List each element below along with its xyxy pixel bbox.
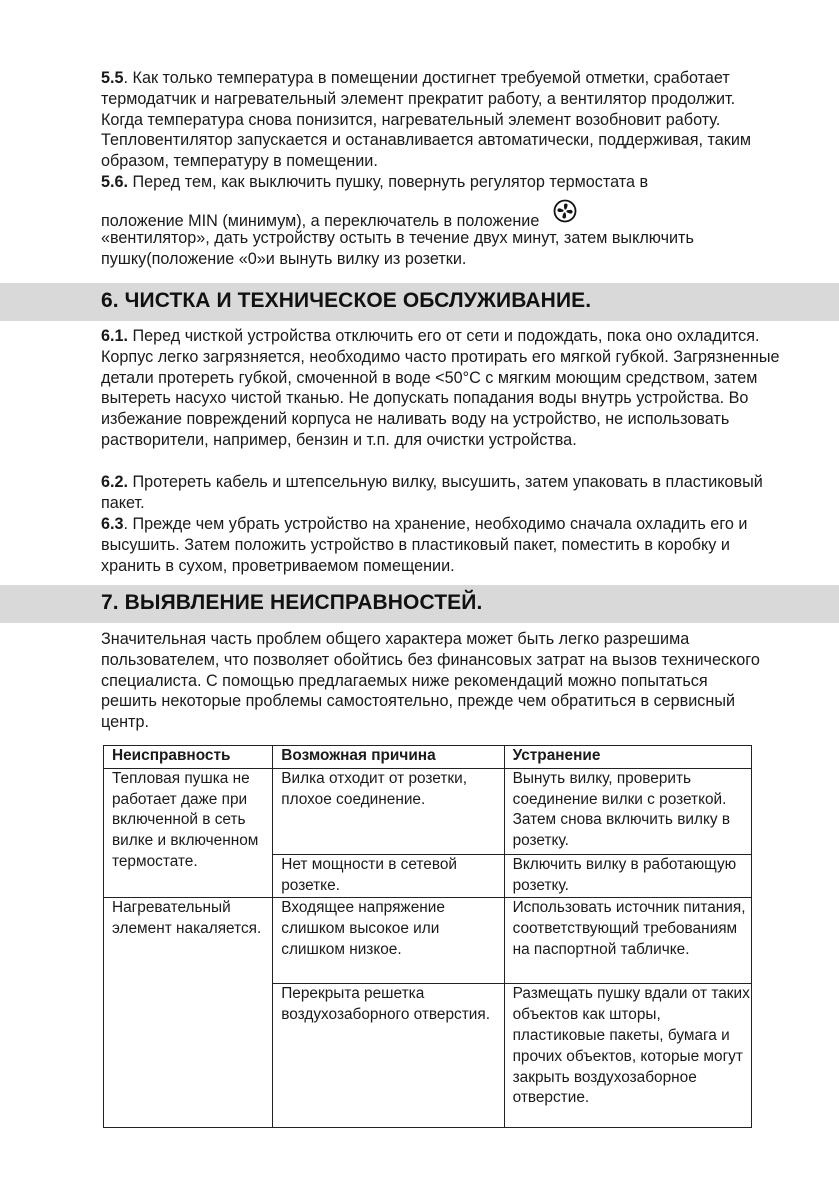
- paragraph-5-6-tail: [101, 228, 781, 270]
- cause-cell: Вилка отходит от розетки, плохое соединение.: [273, 768, 504, 854]
- fault-cell: Тепловая пушка не работает даже при включенной в сеть вилке и включенном термостате.: [104, 768, 273, 898]
- clause-text: «вентилятор», дать устройству остыть в течение двух минут, затем выключить пушку(положение «0»и вынуть вилку из розетки.: [101, 229, 694, 268]
- section-6-header: [0, 283, 839, 321]
- clause-text: положение MIN (минимум), а переключатель в положение: [101, 212, 540, 231]
- fix-cell: Вынуть вилку, проверить соединение вилки с розеткой. Затем снова включить вилку в розетку.: [504, 768, 751, 854]
- fix-cell: Включить вилку в работающую розетку.: [504, 854, 751, 898]
- clause-text: Перед чисткой устройства отключить его от сети и подождать, пока оно охладится. Корпус легко загрязняется, необходимо часто протирать его мягкой губкой. Загрязненные детали протереть губкой, смоченной в воде <50°С с мягким моющим средством, затем вытереть насухо чистой тканью. Не допускать попадания воды внутрь устройства. Во избежание повреждений корпуса не наливать воду на устройство, не использовать растворители, например, бензин и т.п. для очистки устройства.: [101, 327, 780, 449]
- troubleshooting-table: [103, 745, 752, 1128]
- section-7-intro: Значительная часть проблем общего характера может быть легко разрешима пользователем, что позволяет обойтись без финансовых затрат на вызов технического специалиста. С помощью предлагаемых ниже рекомендаций можно попытаться решить некоторые проблемы самостоятельно, прежде чем обратиться в сервисный центр.: [101, 630, 760, 732]
- paragraph-6-2: [101, 472, 781, 514]
- cause-cell: Перекрыта решетка воздухозаборного отверстия.: [273, 984, 504, 1128]
- section-6-title: 6. ЧИСТКА И ТЕХНИЧЕСКОЕ ОБСЛУЖИВАНИЕ.: [101, 289, 592, 312]
- table-row: [104, 768, 752, 854]
- fan-icon: [553, 199, 577, 229]
- paragraph-6-1: [101, 326, 781, 451]
- column-header-fix: Устранение: [504, 746, 751, 769]
- column-header-cause: Возможная причина: [273, 746, 504, 769]
- clause-number: 5.5: [101, 69, 124, 87]
- clause-number: 6.2.: [101, 473, 129, 491]
- cause-cell: Входящее напряжение слишком высокое или слишком низкое.: [273, 898, 504, 984]
- clause-number: 6.1.: [101, 327, 129, 345]
- paragraph-5-6: [101, 172, 781, 193]
- column-header-fault: Неисправность: [104, 746, 273, 769]
- cause-cell: Нет мощности в сетевой розетке.: [273, 854, 504, 898]
- clause-number: 5.6.: [101, 173, 129, 191]
- section-7-title: 7. ВЫЯВЛЕНИЕ НЕИСПРАВНОСТЕЙ.: [101, 591, 483, 614]
- paragraph-6-3: [101, 514, 781, 576]
- clause-number: 6.3: [101, 515, 124, 533]
- clause-text: Перед тем, как выключить пушку, повернуть регулятор термостата в: [128, 173, 649, 191]
- section-7-header: [0, 585, 839, 623]
- clause-text: . Как только температура в помещении достигнет требуемой отметки, сработает термодатчик и нагревательный элемент прекратит работу, а вентилятор продолжит. Когда температура снова понизится, нагревательный элемент возобновит работу. Тепловентилятор запускается и останавливается автоматически, поддерживая, таким образом, температуру в помещении.: [101, 69, 752, 171]
- fix-cell: Размещать пушку вдали от таких объектов как шторы, пластиковые пакеты, бумага и прочих объектов, которые могут закрыть воздухозаборное отверстие.: [504, 984, 751, 1128]
- clause-text: . Прежде чем убрать устройство на хранение, необходимо сначала охладить его и высушить. Затем положить устройство в пластиковый пакет, поместить в коробку и хранить в сухом, проветриваемом помещении.: [101, 515, 748, 575]
- fix-cell: Использовать источник питания, соответствующий требованиям на паспортной табличке.: [504, 898, 751, 984]
- fault-cell: Нагревательный элемент накаляется.: [104, 898, 273, 1128]
- table-row: [104, 898, 752, 984]
- paragraph-5-5: [101, 68, 781, 172]
- table-header-row: [104, 746, 752, 769]
- clause-text: Протереть кабель и штепсельную вилку, высушить, затем упаковать в пластиковый пакет.: [101, 473, 763, 512]
